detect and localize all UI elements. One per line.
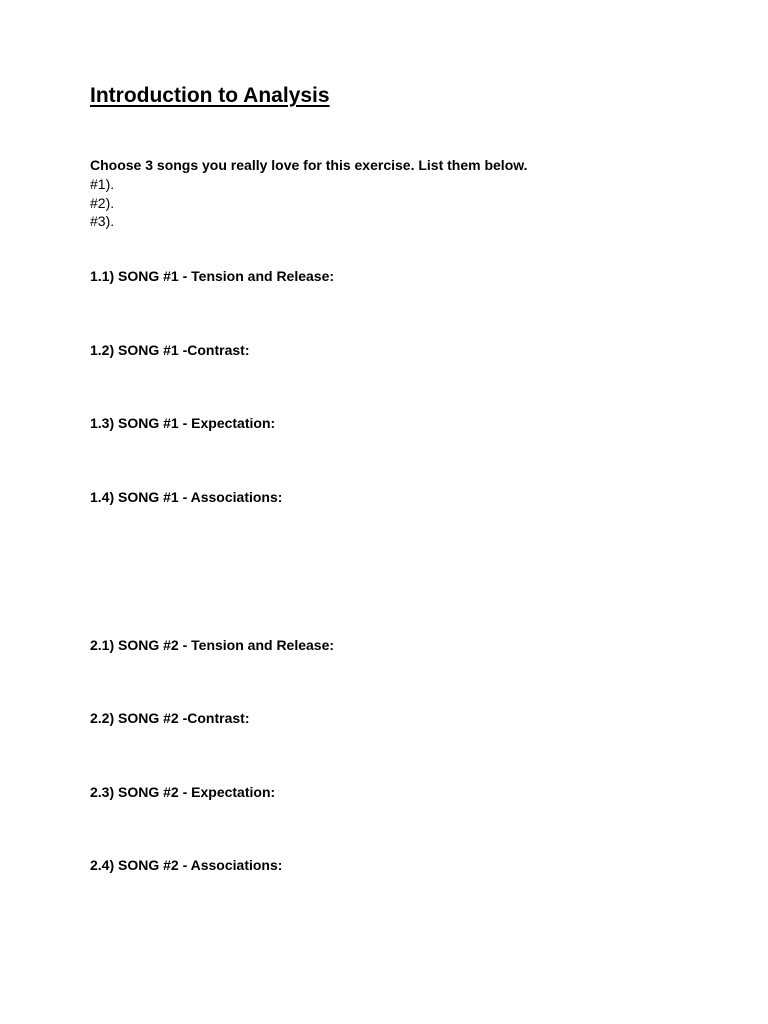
question-2-2: 2.2) SONG #2 -Contrast: — [90, 710, 250, 726]
song-list-item-2: #2). — [90, 195, 115, 211]
question-2-1: 2.1) SONG #2 - Tension and Release: — [90, 637, 335, 653]
question-2-4: 2.4) SONG #2 - Associations: — [90, 857, 283, 873]
document-title: Introduction to Analysis — [90, 84, 330, 107]
question-2-3: 2.3) SONG #2 - Expectation: — [90, 784, 276, 800]
question-1-1: 1.1) SONG #1 - Tension and Release: — [90, 268, 335, 284]
instruction-text: Choose 3 songs you really love for this exercise. List them below. — [90, 157, 528, 173]
song-list-item-1: #1). — [90, 176, 115, 192]
question-1-2: 1.2) SONG #1 -Contrast: — [90, 342, 250, 358]
question-1-4: 1.4) SONG #1 - Associations: — [90, 489, 283, 505]
song-list-item-3: #3). — [90, 213, 115, 229]
question-1-3: 1.3) SONG #1 - Expectation: — [90, 415, 276, 431]
